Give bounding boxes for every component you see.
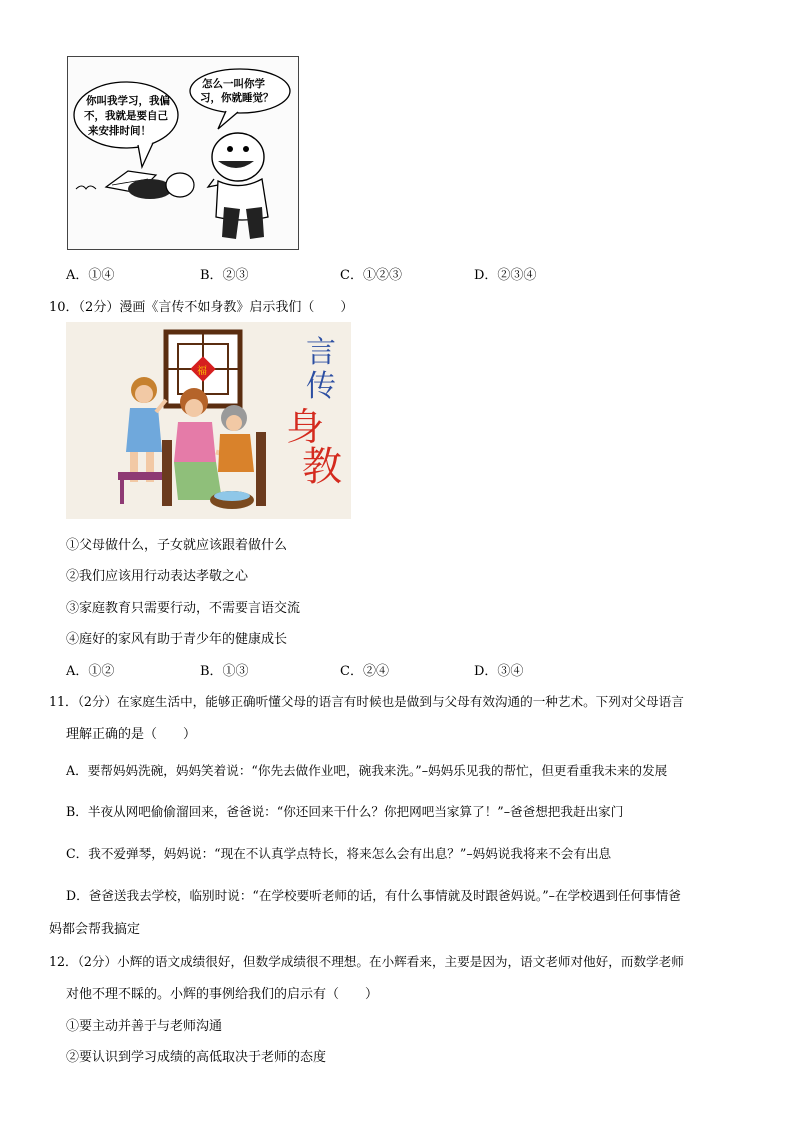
q12-item-2: ②要认识到学习成绩的高低取决于老师的态度 xyxy=(66,1050,327,1065)
cartoon-bubble-left-line: 不，我就是要自己 xyxy=(84,110,168,122)
q11-option-a: A．要帮妈妈洗碗，妈妈笑着说：“你先去做作业吧，碗我来洗。”–妈妈乐见我的帮忙，但更看重我未来的发展 xyxy=(66,763,668,778)
cartoon-image-1 xyxy=(67,56,299,250)
image-char-chuan: 传 xyxy=(306,369,336,404)
q10-item-4: ④庭好的家风有助于青少年的健康成长 xyxy=(66,632,288,647)
q9-option-c: C．①②③ xyxy=(340,268,402,283)
cartoon-bubble-right-line: 习，你就睡觉？ xyxy=(200,92,274,104)
q10-item-3: ③家庭教育只需要行动，不需要言语交流 xyxy=(66,601,301,616)
parent-figure xyxy=(208,133,268,239)
fu-character: 福 xyxy=(197,366,207,377)
q11-option-c: C．我不爱弹琴，妈妈说：“现在不认真学点特长，将来怎么会有出息？”–妈妈说我将来不会有出息 xyxy=(66,846,612,861)
q12-stem-line2: 对他不理不睬的。小辉的事例给我们的启示有（ ） xyxy=(66,987,379,1002)
q12-item-1: ①要主动并善于与老师沟通 xyxy=(66,1019,223,1034)
q10-stem: 10．（2分）漫画《言传不如身教》启示我们（ ） xyxy=(49,300,354,315)
q11-stem-line1: 11．（2分）在家庭生活中，能够正确听懂父母的语言有时候也是做到与父母有效沟通的一种艺术。下列对父母语言 xyxy=(49,694,684,709)
sleeping-child-figure xyxy=(76,171,194,199)
q11-stem-line2: 理解正确的是（ ） xyxy=(66,727,197,742)
q10-item-1: ①父母做什么，子女就应该跟着做什么 xyxy=(66,538,288,553)
q9-option-b: B．②③ xyxy=(200,268,249,283)
q10-item-2: ②我们应该用行动表达孝敬之心 xyxy=(66,569,249,584)
q10-option-d: D．③④ xyxy=(474,664,524,679)
q10-option-c: C．②④ xyxy=(340,664,389,679)
cartoon-bubble-left-line: 你叫我学习，我偏 xyxy=(86,95,170,107)
cartoon-bubble-right-line: 怎么一叫你学 xyxy=(202,78,265,90)
q9-option-d: D．②③④ xyxy=(474,268,537,283)
cartoon-image-2 xyxy=(66,322,351,519)
q11-option-d-line2: 妈都会帮我搞定 xyxy=(49,922,141,937)
image-char-jiao: 教 xyxy=(302,444,342,490)
q12-stem-line1: 12．（2分）小辉的语文成绩很好，但数学成绩很不理想。在小辉看来，主要是因为，语文老师对他好，而数学老师 xyxy=(49,954,684,969)
q11-option-b: B．半夜从网吧偷偷溜回来，爸爸说：“你还回来干什么？你把网吧当家算了！”–爸爸想把我赶出家门 xyxy=(66,804,624,819)
q9-option-a: A．①④ xyxy=(66,268,115,283)
q11-option-d-line1: D．爸爸送我去学校，临别时说：“在学校要听老师的话，有什么事情就及时跟爸妈说。”–在学校遇到任何事情爸 xyxy=(66,888,681,903)
image-char-yan: 言 xyxy=(306,335,336,370)
q10-option-b: B．①③ xyxy=(200,664,249,679)
image-char-shen: 身 xyxy=(286,405,325,449)
cartoon-bubble-left-line: 来安排时间！ xyxy=(88,125,151,137)
q10-option-a: A．①② xyxy=(66,664,115,679)
